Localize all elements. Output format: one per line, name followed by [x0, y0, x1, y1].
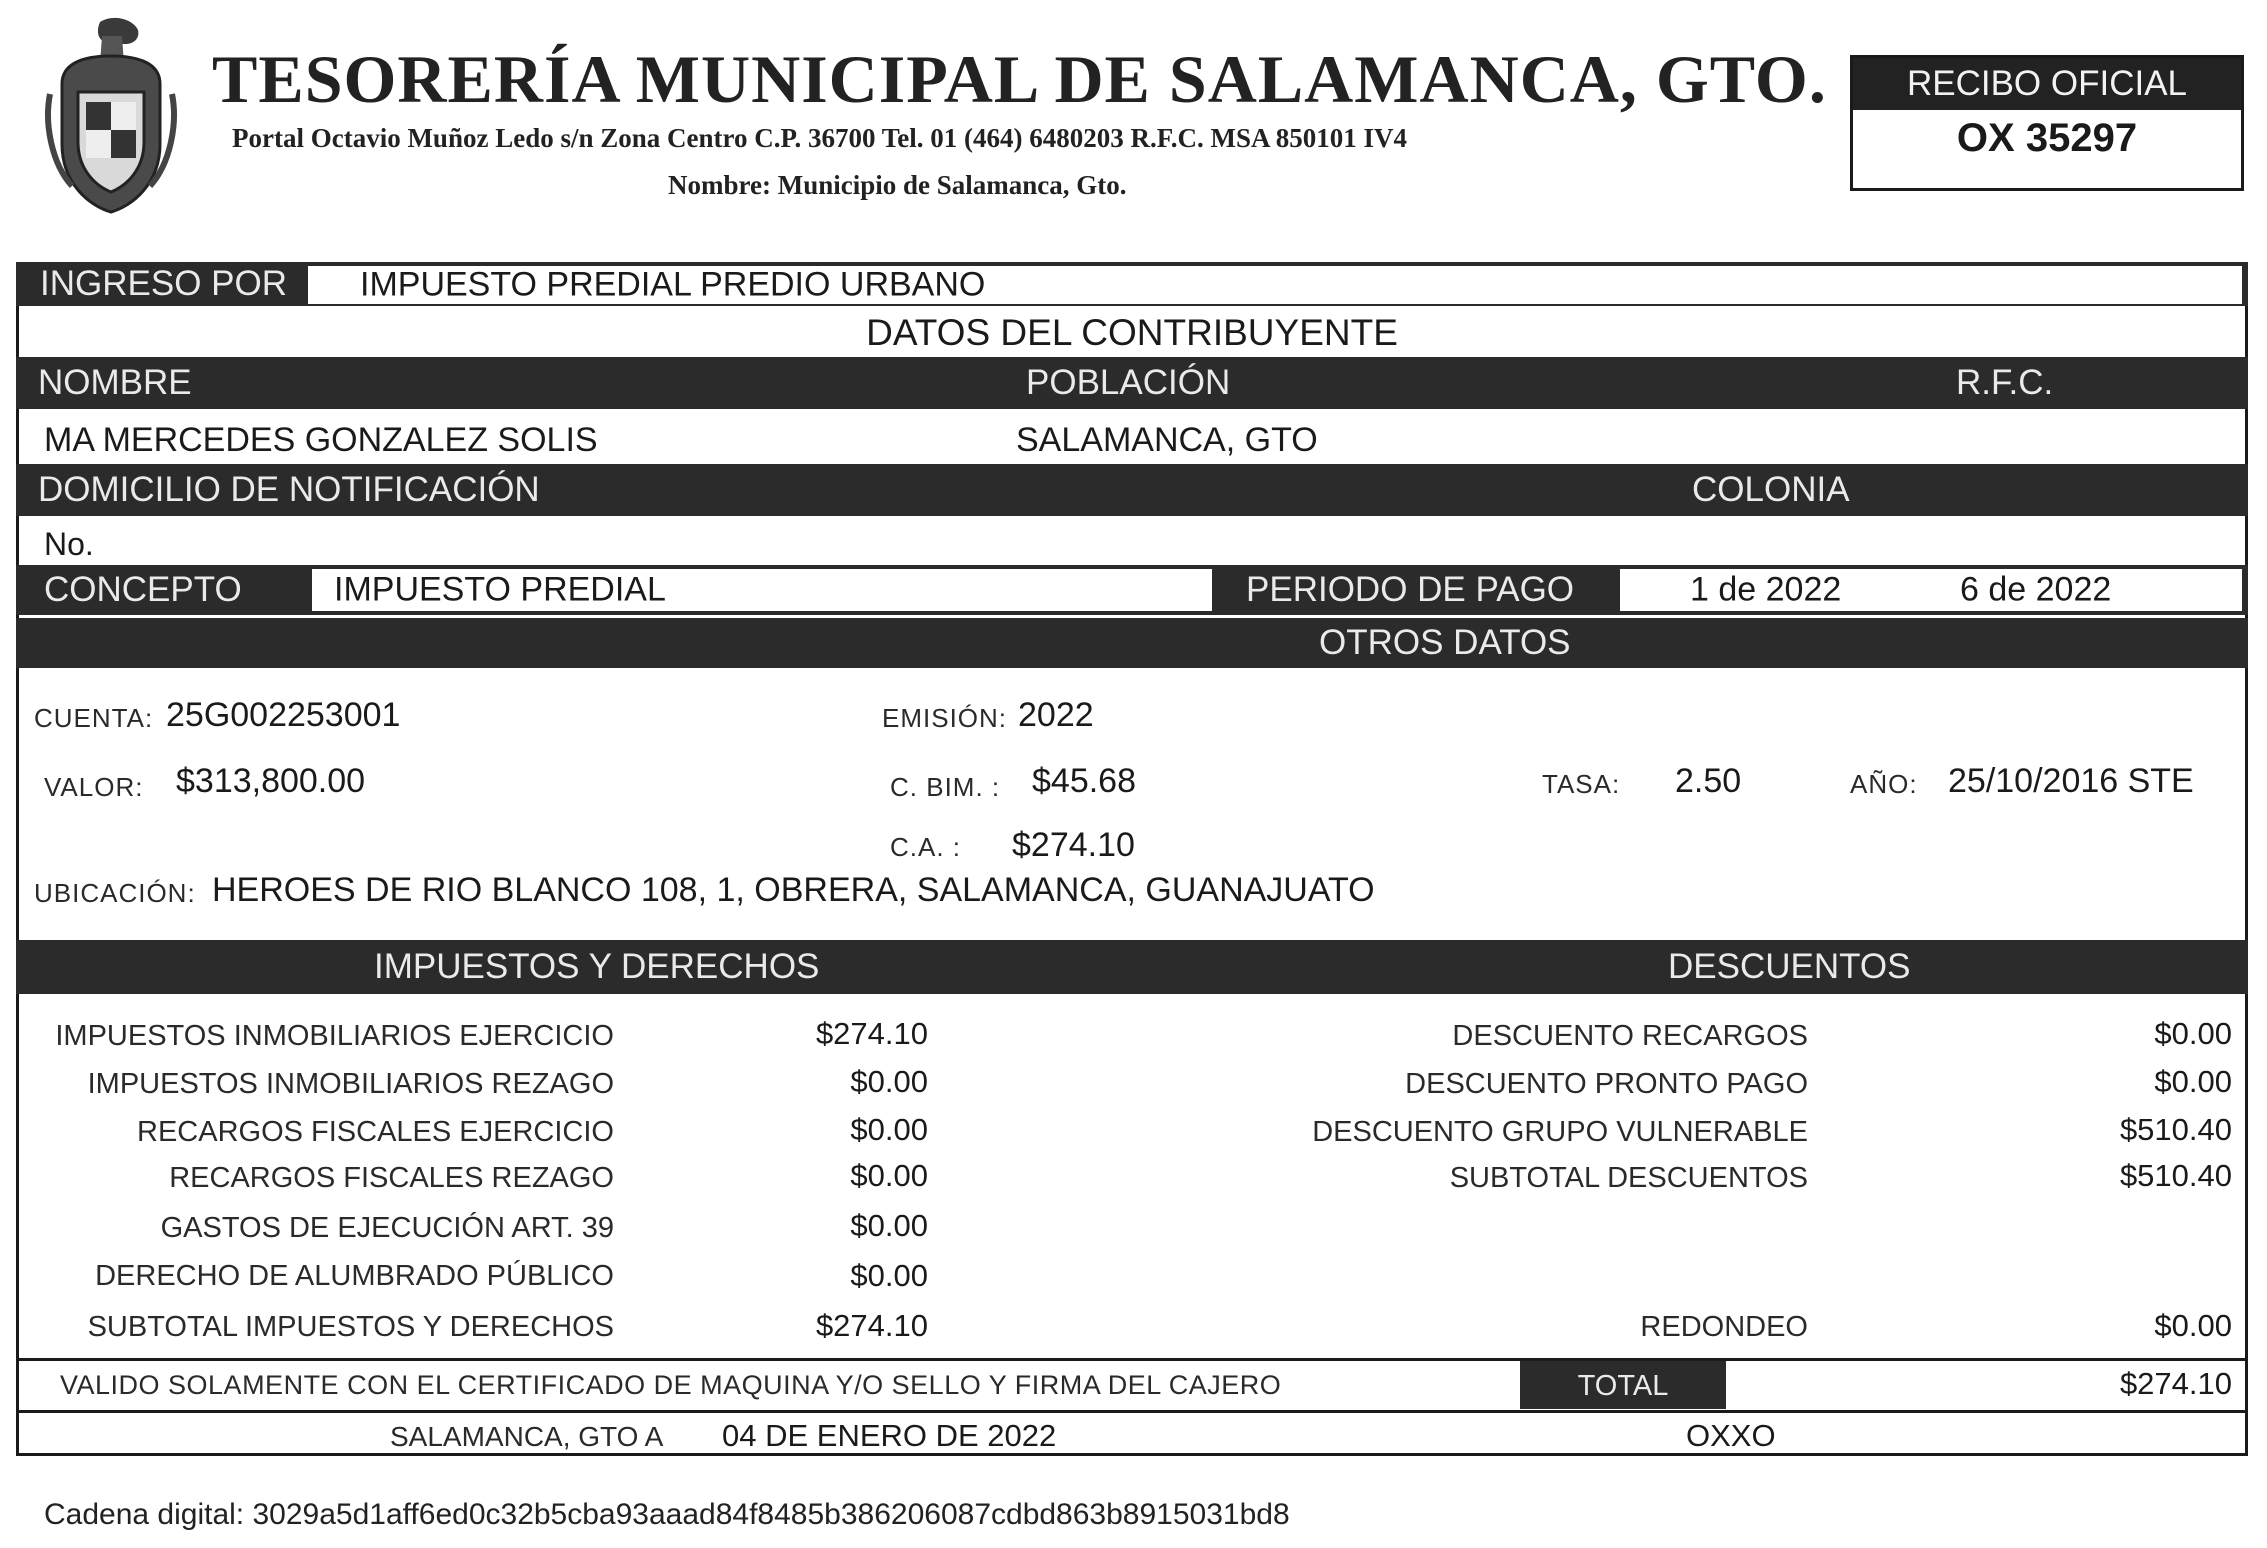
redondeo-label: REDONDEO — [1640, 1311, 1808, 1343]
otros-datos-bar — [16, 618, 2248, 668]
impuesto-row-value: $0.00 — [850, 1158, 928, 1193]
domicilio-header-bar — [16, 464, 2248, 516]
poblacion-label: POBLACIÓN — [1026, 363, 1231, 402]
impuesto-row-label: RECARGOS FISCALES EJERCICIO — [137, 1116, 614, 1148]
descuento-subtotal-value: $510.40 — [2119, 1158, 2232, 1193]
cuenta-value: 25G002253001 — [166, 696, 401, 734]
anio-value: 25/10/2016 STE — [1948, 762, 2194, 800]
impuesto-row-label: DERECHO DE ALUMBRADO PÚBLICO — [95, 1260, 614, 1292]
validity-note: VALIDO SOLAMENTE CON EL CERTIFICADO DE MAQUINA Y/O SELLO Y FIRMA DEL CAJERO — [60, 1370, 1282, 1400]
concepto-label: CONCEPTO — [44, 570, 242, 609]
domicilio-value: No. — [44, 526, 94, 562]
concepto-bar — [16, 565, 2248, 615]
valor-label: VALOR: — [44, 772, 144, 802]
descuento-row-value: $0.00 — [2154, 1016, 2232, 1051]
impuesto-subtotal-label: SUBTOTAL IMPUESTOS Y DERECHOS — [87, 1311, 614, 1343]
cbim-value: $45.68 — [1032, 762, 1136, 800]
emision-value: 2022 — [1018, 696, 1094, 734]
receipt-label: RECIBO OFICIAL — [1853, 58, 2241, 110]
descuento-row-value: $510.40 — [2119, 1112, 2232, 1147]
digital-chain: Cadena digital: 3029a5d1aff6ed0c32b5cba93aaad84f8485b386206087cdbd863b8915031bd8 — [44, 1498, 1290, 1531]
place-label: SALAMANCA, GTO A — [390, 1421, 664, 1452]
impuesto-row-value: $0.00 — [850, 1112, 928, 1147]
ingreso-label: INGRESO POR — [40, 264, 287, 303]
impuesto-row-label: IMPUESTOS INMOBILIARIOS REZAGO — [87, 1068, 614, 1100]
rfc-label: R.F.C. — [1956, 363, 2054, 402]
impuesto-row-label: RECARGOS FISCALES REZAGO — [169, 1162, 614, 1194]
impuesto-row-value: $0.00 — [850, 1258, 928, 1293]
domicilio-label: DOMICILIO DE NOTIFICACIÓN — [38, 470, 540, 509]
impuestos-title: IMPUESTOS Y DERECHOS — [374, 947, 820, 986]
tasa-label: TASA: — [1542, 769, 1621, 799]
impuestos-descuentos-bar — [16, 940, 2248, 994]
municipal-seal-logo — [42, 14, 180, 214]
poblacion-value: SALAMANCA, GTO — [1016, 421, 1318, 459]
descuento-row-label: DESCUENTO PRONTO PAGO — [1405, 1068, 1808, 1100]
descuento-row-value: $0.00 — [2154, 1064, 2232, 1099]
impuesto-row-value: $0.00 — [850, 1064, 928, 1099]
descuento-subtotal-label: SUBTOTAL DESCUENTOS — [1449, 1162, 1808, 1194]
periodo-fin: 6 de 2022 — [1960, 570, 2112, 609]
periodo-inicio: 1 de 2022 — [1690, 570, 1842, 609]
cashier-value: OXXO — [1686, 1418, 1776, 1453]
total-label: TOTAL — [1577, 1370, 1669, 1402]
receipt-box — [1850, 55, 2244, 191]
concepto-box — [312, 569, 1212, 611]
emision-label: EMISIÓN: — [882, 703, 1008, 733]
periodo-box — [1620, 569, 2242, 611]
anio-label: AÑO: — [1850, 769, 1918, 799]
nombre-label: NOMBRE — [38, 363, 192, 402]
descuento-row-label: DESCUENTO GRUPO VULNERABLE — [1312, 1116, 1808, 1148]
impuesto-subtotal-value: $274.10 — [815, 1308, 928, 1343]
tasa-value: 2.50 — [1675, 762, 1742, 800]
ca-label: C.A. : — [890, 832, 962, 862]
impuesto-row-label: IMPUESTOS INMOBILIARIOS EJERCICIO — [55, 1020, 614, 1052]
descuento-row-label: DESCUENTO RECARGOS — [1452, 1020, 1808, 1052]
contribuyente-section-title: DATOS DEL CONTRIBUYENTE — [866, 312, 1398, 353]
impuesto-row-value: $274.10 — [815, 1016, 928, 1051]
ubicacion-label: UBICACIÓN: — [34, 878, 196, 908]
ingreso-box — [308, 266, 2242, 304]
periodo-label: PERIODO DE PAGO — [1246, 570, 1575, 609]
impuesto-row-label: GASTOS DE EJECUCIÓN ART. 39 — [160, 1212, 614, 1244]
ingreso-value: IMPUESTO PREDIAL PREDIO URBANO — [360, 265, 986, 304]
ubicacion-value: HEROES DE RIO BLANCO 108, 1, OBRERA, SALAMANCA, GUANAJUATO — [212, 871, 1375, 909]
ingreso-bar — [16, 262, 2248, 306]
treasury-title: TESORERÍA MUNICIPAL DE SALAMANCA, GTO. — [212, 41, 1827, 117]
colonia-label: COLONIA — [1692, 470, 1850, 509]
date-value: 04 DE ENERO DE 2022 — [722, 1418, 1057, 1453]
total-label-box — [1520, 1361, 1726, 1409]
nombre-value: MA MERCEDES GONZALEZ SOLIS — [44, 421, 598, 459]
footer-divider-top — [16, 1358, 2248, 1361]
contribuyente-header-bar — [16, 357, 2248, 409]
treasury-name: Nombre: Municipio de Salamanca, Gto. — [668, 170, 1127, 200]
impuesto-row-value: $0.00 — [850, 1208, 928, 1243]
descuentos-title: DESCUENTOS — [1668, 947, 1911, 986]
cbim-label: C. BIM. : — [890, 772, 1001, 802]
otros-datos-title: OTROS DATOS — [1319, 623, 1571, 662]
footer-divider-bottom — [16, 1410, 2248, 1413]
ca-value: $274.10 — [1012, 826, 1135, 864]
redondeo-value: $0.00 — [2154, 1308, 2232, 1343]
total-value: $274.10 — [2119, 1366, 2232, 1401]
cuenta-label: CUENTA: — [34, 703, 154, 733]
concepto-value: IMPUESTO PREDIAL — [334, 570, 666, 609]
treasury-address: Portal Octavio Muñoz Ledo s/n Zona Centro C.P. 36700 Tel. 01 (464) 6480203 R.F.C. MSA 850101 IV4 — [232, 123, 1408, 153]
receipt-number: OX 35297 — [1956, 116, 2138, 160]
valor-value: $313,800.00 — [176, 762, 366, 800]
